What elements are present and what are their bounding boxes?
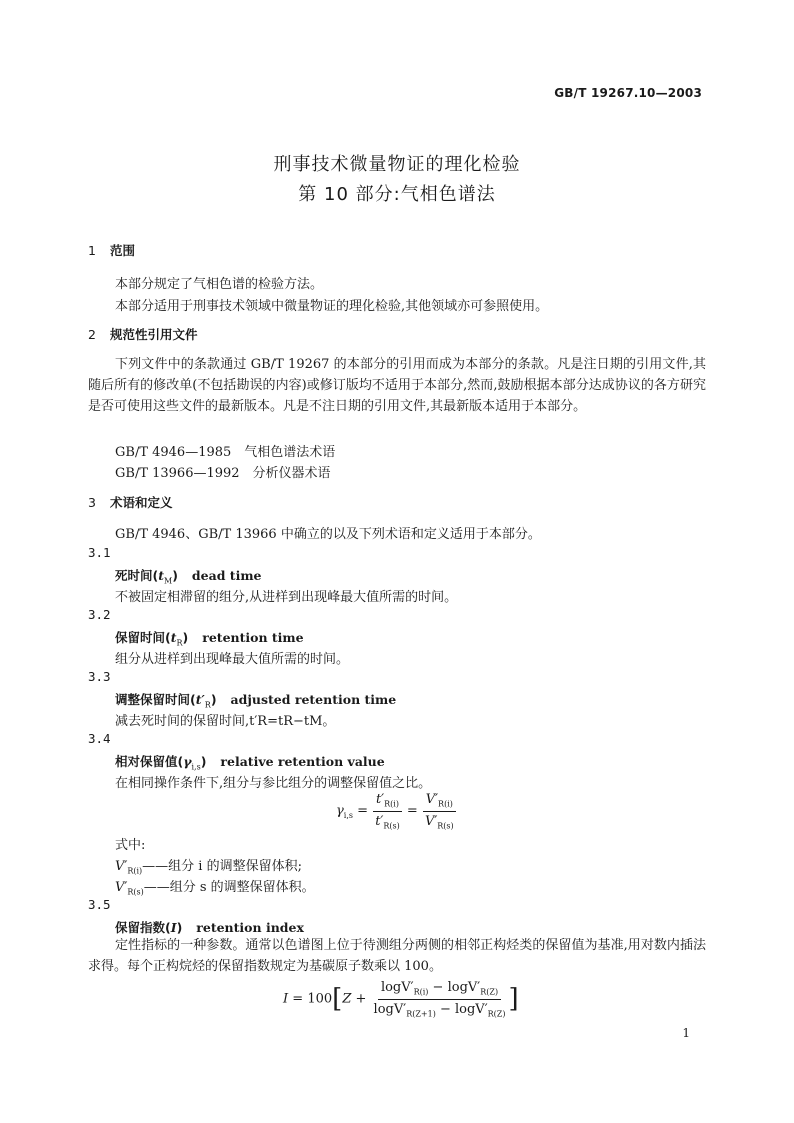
formula-symbol: V′ — [424, 813, 438, 829]
where-label: 式中: — [115, 838, 146, 853]
term-close: ) — [172, 568, 178, 583]
section-2-heading — [88, 325, 198, 343]
section-3-heading — [88, 493, 173, 511]
paragraph: 本部分规定了气相色谱的检验方法。 — [115, 277, 324, 292]
term-en: retention time — [202, 630, 304, 645]
section-1-heading — [88, 241, 135, 259]
formula-relative-retention — [336, 792, 457, 830]
formula-symbol: t′ — [375, 813, 384, 829]
term-retention-index — [115, 918, 304, 936]
formula-z: Z — [342, 991, 352, 1007]
denominator — [422, 812, 457, 831]
formula-sub: R(Z+1) — [406, 1009, 436, 1019]
section-title: 范围 — [110, 243, 136, 258]
term-en: relative retention value — [220, 754, 385, 769]
where-text: ——组分 s 的调整保留体积。 — [143, 880, 315, 895]
term-symbol-sub: R — [176, 638, 183, 648]
section-number: 1 — [88, 243, 96, 258]
where-symbol: V′ — [115, 859, 128, 874]
clause-number: 3.3 — [88, 669, 111, 684]
where-symbol: V′ — [115, 880, 128, 895]
formula-lhs-sub: i,s — [343, 811, 353, 821]
formula-term: logV′ — [447, 980, 481, 995]
left-bracket: [ — [332, 984, 343, 1015]
standard-code: GB/T 19267.10—2003 — [554, 86, 702, 100]
term-zh: 保留时间( — [115, 630, 171, 645]
term-symbol-sub: M — [164, 576, 173, 586]
fraction — [422, 792, 457, 830]
document-title: 刑事技术微量物证的理化检验 — [273, 154, 521, 175]
paragraph: 下列文件中的条款通过 GB/T 19267 的本部分的引用而成为本部分的条款。凡是注日期的引用文件,其随后所有的修改单(不包括勘误的内容)或修订版均不适用于本部分,然而,鼓励根据本部分达成协议的各方研究是否可使用这些文件的最新版本。凡是不注日期的引用文件,其最新版本适用于本部分。 — [88, 357, 706, 414]
formula-retention-index — [283, 980, 519, 1018]
numerator — [423, 792, 456, 812]
term-relative-retention-value — [115, 752, 385, 772]
equals-sign: = — [406, 803, 418, 819]
term-retention-time — [115, 628, 304, 648]
document-subtitle: 第 10 部分:气相色谱法 — [298, 184, 496, 205]
numerator: $\log V'_{R(i)} - \log V'_{R(Z)}$ — [378, 980, 501, 1000]
definition: 不被固定相滞留的组分,从进样到出现峰最大值所需的时间。 — [115, 590, 458, 605]
formula-sub: R(s) — [383, 821, 400, 831]
fraction — [372, 792, 403, 830]
where-symbol-sub: R(i) — [127, 866, 143, 876]
term-symbol: t′ — [195, 692, 205, 707]
formula-sub: R(Z) — [480, 987, 499, 997]
denominator: $\log V'_{R(Z+1)} - \log V'_{R(Z)}$ — [373, 1001, 506, 1019]
formula-lhs: I — [283, 991, 289, 1007]
term-zh: 相对保留值( — [115, 754, 184, 769]
formula-sub: R(i) — [413, 987, 429, 997]
term-zh: 保留指数( — [115, 920, 171, 935]
term-close: ) — [210, 692, 217, 707]
section-number: 2 — [88, 327, 96, 342]
term-symbol-sub: R — [204, 700, 211, 710]
formula-term: logV′ — [373, 1001, 407, 1017]
formula-coefficient: 100 — [307, 991, 333, 1007]
where-item — [115, 855, 302, 876]
equals-sign: = — [292, 991, 304, 1007]
paragraph: GB/T 4946、GB/T 13966 中确立的以及下列术语和定义适用于本部分。 — [115, 527, 541, 542]
section-title: 术语和定义 — [110, 495, 173, 510]
section-title: 规范性引用文件 — [110, 327, 198, 342]
formula-sub: R(Z) — [487, 1009, 506, 1019]
term-symbol: t — [158, 568, 164, 583]
term-symbol: I — [170, 920, 177, 935]
clause-number: 3.4 — [88, 731, 111, 746]
term-adjusted-retention-time — [115, 690, 396, 710]
equals-sign: = — [357, 803, 369, 819]
clause-number: 3.1 — [88, 545, 111, 560]
definition: 组分从进样到出现峰最大值所需的时间。 — [115, 652, 350, 667]
reference-item: GB/T 4946—1985 气相色谱法术语 — [115, 445, 336, 460]
where-item — [115, 876, 315, 897]
clause-number: 3.5 — [88, 897, 111, 912]
term-symbol-sub: i,s — [191, 762, 201, 772]
where-text: ——组分 i 的调整保留体积; — [142, 859, 302, 874]
right-bracket: ] — [508, 984, 519, 1015]
term-close: ) — [176, 920, 183, 935]
term-dead-time — [115, 566, 262, 586]
definition: 减去死时间的保留时间,t′R=tR−tM。 — [115, 714, 336, 729]
section-number: 3 — [88, 495, 96, 510]
fraction — [371, 980, 509, 1018]
term-en: retention index — [196, 920, 304, 935]
formula-symbol: t′ — [375, 792, 385, 807]
page-number: 1 — [682, 1026, 690, 1040]
term-close: ) — [200, 754, 207, 769]
term-en: adjusted retention time — [230, 692, 397, 707]
term-close: ) — [182, 630, 189, 645]
term-symbol: t — [170, 630, 177, 645]
formula-symbol: V′ — [425, 792, 439, 807]
term-zh: 调整保留时间( — [115, 692, 196, 707]
definition: 定性指标的一种参数。通常以色谱图上位于待测组分两侧的相邻正构烃类的保留值为基准,用对数内插法求得。每个正构烷烃的保留指数规定为基碳原子数乘以 100。 — [88, 938, 706, 974]
formula-sub: R(i) — [438, 799, 453, 809]
clause-number: 3.2 — [88, 607, 111, 622]
formula-sub: R(s) — [437, 821, 454, 831]
formula-lhs: γ — [336, 803, 344, 819]
paragraph: 本部分适用于刑事技术领域中微量物证的理化检验,其他领域亦可参照使用。 — [115, 299, 549, 314]
denominator — [372, 812, 403, 831]
term-symbol: γ — [183, 754, 192, 769]
definition: 在相同操作条件下,组分与参比组分的调整保留值之比。 — [115, 776, 432, 791]
term-zh: 死时间( — [115, 568, 159, 583]
term-en: dead time — [191, 568, 262, 583]
reference-item: GB/T 13966—1992 分析仪器术语 — [115, 466, 331, 481]
numerator — [373, 792, 402, 812]
formula-term: logV′ — [380, 980, 414, 995]
formula-sub: R(i) — [384, 799, 399, 809]
formula-term: logV′ — [455, 1001, 488, 1017]
plus-sign: + — [355, 991, 367, 1007]
where-symbol-sub: R(s) — [127, 887, 144, 897]
